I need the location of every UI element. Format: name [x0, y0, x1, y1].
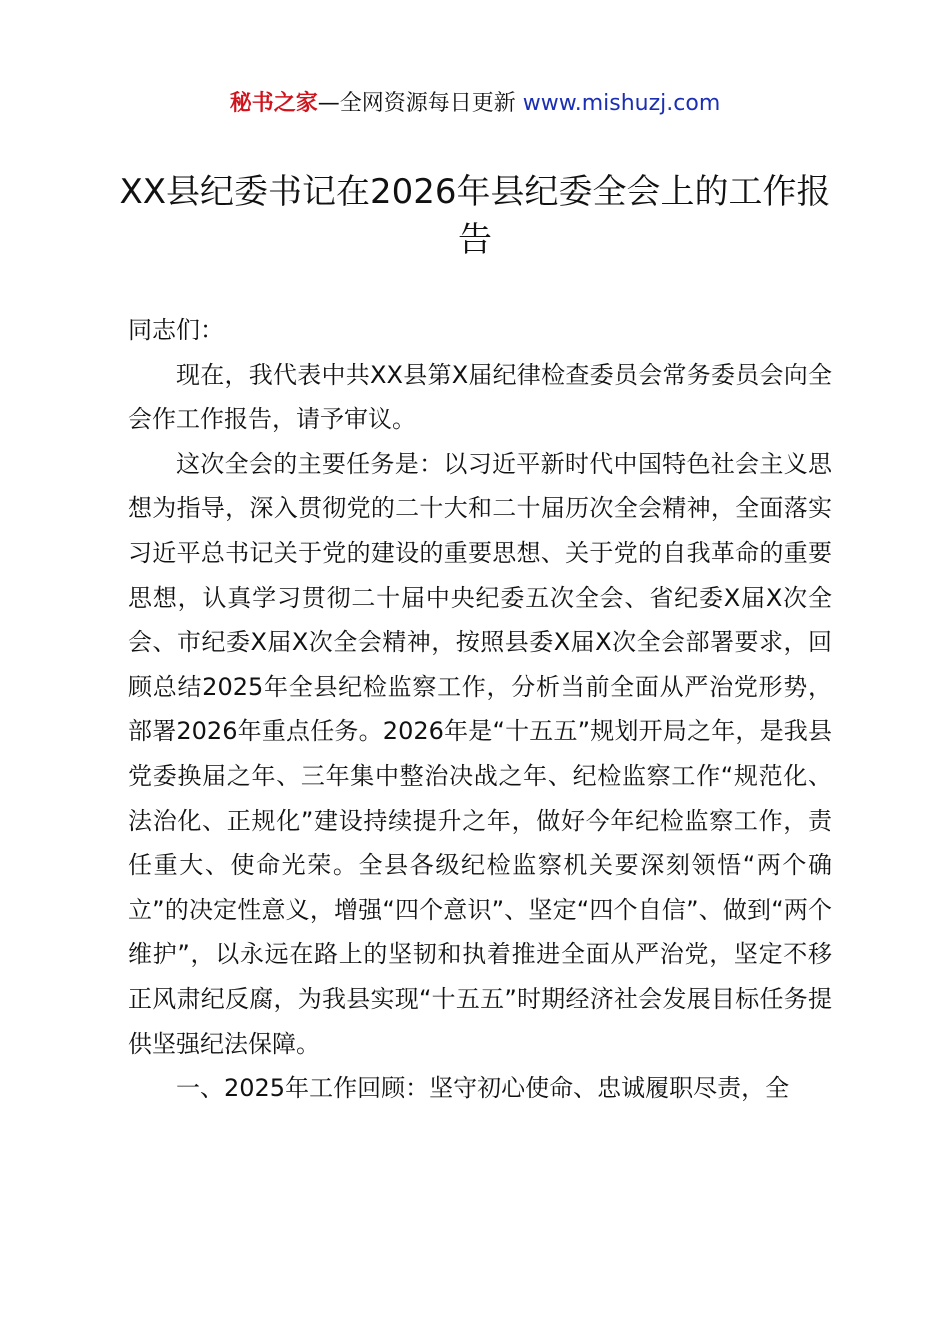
section-heading-review: 一、2025年工作回顾：坚守初心使命、忠诚履职尽责，全 [176, 1074, 790, 1103]
document-body [128, 308, 832, 1111]
site-slogan: —全网资源每日更新 [317, 91, 516, 116]
paragraph-main-tasks: 这次全会的主要任务是：以习近平新时代中国特色社会主义思想为指导，深入贯彻党的二十大和二十届历次全会精神，全面落实习近平总书记关于党的建设的重要思想、关于党的自我革命的重要思想，认真学习贯彻二十届中央纪委五次全会、省纪委X届X次全会、市纪委X届X次全会精神，按照县委X届X次全会部署要求，回顾总结2025年全县纪检监察工作，分析当前全面从严治党形势，部署2026年重点任务。2026年是“十五五”规划开局之年，是我县党委换届之年、三年集中整治决战之年、纪检监察工作“规范化、法治化、正规化”建设持续提升之年，做好今年纪检监察工作，责任重大、使命光荣。全县各级纪检监察机关要深刻领悟“两个确立”的决定性意义，增强“四个意识”、坚定“四个自信”、做到“两个维护”，以永远在路上的坚韧和执着推进全面从严治党，坚定不移正风肃纪反腐，为我县实现“十五五”时期经济社会发展目标任务提供坚强纪法保障。 [128, 449, 832, 1058]
paragraph-intro: 现在，我代表中共XX县第X届纪律检查委员会常务委员会向全会作工作报告，请予审议。 [128, 360, 832, 434]
brand-name: 秘书之家 [229, 91, 318, 116]
site-url-link[interactable]: www.mishuzj.com [522, 91, 721, 116]
document-title: XX县纪委书记在2026年县纪委全会上的工作报告 [119, 172, 831, 260]
salutation: 同志们： [128, 316, 224, 344]
site-header [0, 88, 950, 120]
